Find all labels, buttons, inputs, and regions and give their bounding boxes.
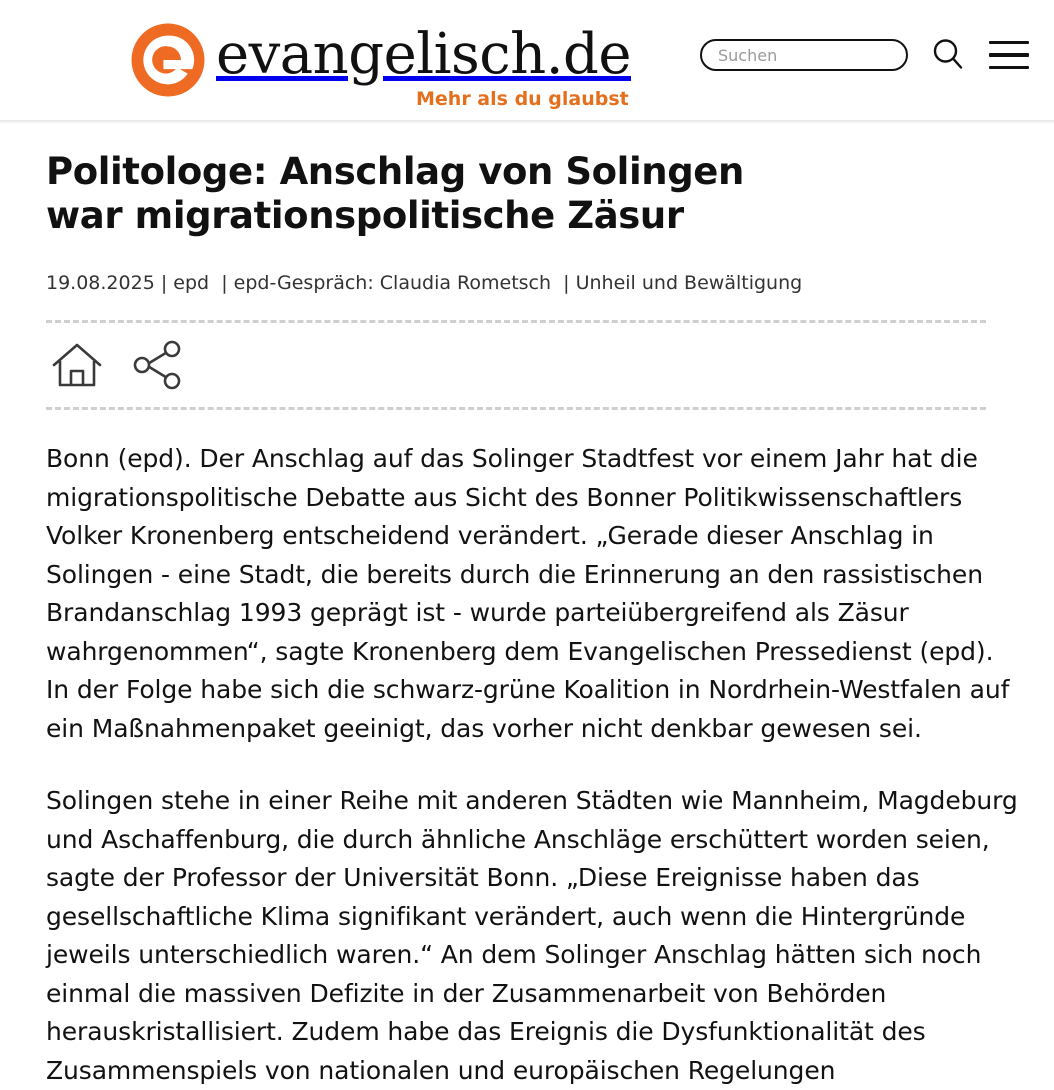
article-meta: [46, 271, 1020, 296]
article-action-row: [46, 323, 986, 407]
share-icon: [131, 340, 183, 393]
meta-source: epd: [173, 272, 210, 295]
article-body: [46, 410, 1020, 1090]
evangelisch-e-logo-icon: [130, 22, 206, 98]
site-logo-link[interactable]: [130, 22, 631, 110]
hamburger-menu-button[interactable]: [988, 36, 1030, 74]
article: [0, 150, 1054, 1090]
search-input[interactable]: [700, 39, 908, 71]
share-button[interactable]: [126, 337, 188, 395]
home-icon: [51, 341, 103, 392]
site-header: [0, 0, 1054, 124]
article-paragraph: Bonn (epd). Der Anschlag auf das Solinger Stadtfest vor einem Jahr hat die migrationspolitische Debatte aus Sicht des Bonner Politikwissenschaftlers Volker Kronenberg entscheidend verändert. „Gerade dieser Anschlag in Solingen - eine Stadt, die bereits durch die Erinnerung an den rassistischen Brandanschlag 1993 geprägt ist - wurde parteiübergreifend als Zäsur wahrgenommen“, sagte Kronenberg dem Evangelischen Pressedienst (epd). In der Folge habe sich die schwarz-grüne Koalition in Nordrhein-Westfalen auf ein Maßnahmenpaket geeinigt, das vorher nicht denkbar gewesen sei.: [46, 444, 1010, 743]
meta-separator-3: |: [563, 272, 570, 295]
meta-separator-1: |: [160, 272, 168, 295]
header-tools: [700, 36, 1030, 74]
home-button[interactable]: [46, 337, 108, 395]
page-title: Politologe: Anschlag von Solingen war migrationspolitische Zäsur: [46, 150, 744, 237]
meta-byline: epd-Gespräch: Claudia Rometsch: [233, 272, 552, 295]
brand-text-block: [216, 22, 631, 110]
search-submit-button[interactable]: [930, 36, 966, 74]
meta-section: Unheil und Bewältigung: [575, 272, 803, 295]
brand-tagline: Mehr als du glaubst: [416, 88, 629, 110]
article-paragraph: Solingen stehe in einer Reihe mit anderen Städten wie Mannheim, Magdeburg und Aschaffenburg, die durch ähnliche Anschläge erschüttert worden seien, sagte der Professor der Universität Bonn. „Diese Ereignisse haben das gesellschaftliche Klima signifikant verändert, auch wenn die Hintergründe jeweils unterschiedlich waren.“ An dem Solinger Anschlag hätten sich noch einmal die massiven Defizite in der Zusammenarbeit von Behörden herauskristallisiert. Zudem habe das Ereignis die Dysfunktionalität des Zusammenspiels von nationalen und europäischen Regelungen: [46, 786, 1018, 1085]
search-icon: [931, 37, 965, 74]
hamburger-menu-icon: [989, 41, 1029, 70]
brand-wordmark: evangelisch.de: [216, 22, 631, 87]
meta-separator-2: |: [221, 272, 228, 295]
meta-date: 19.08.2025: [46, 272, 155, 295]
